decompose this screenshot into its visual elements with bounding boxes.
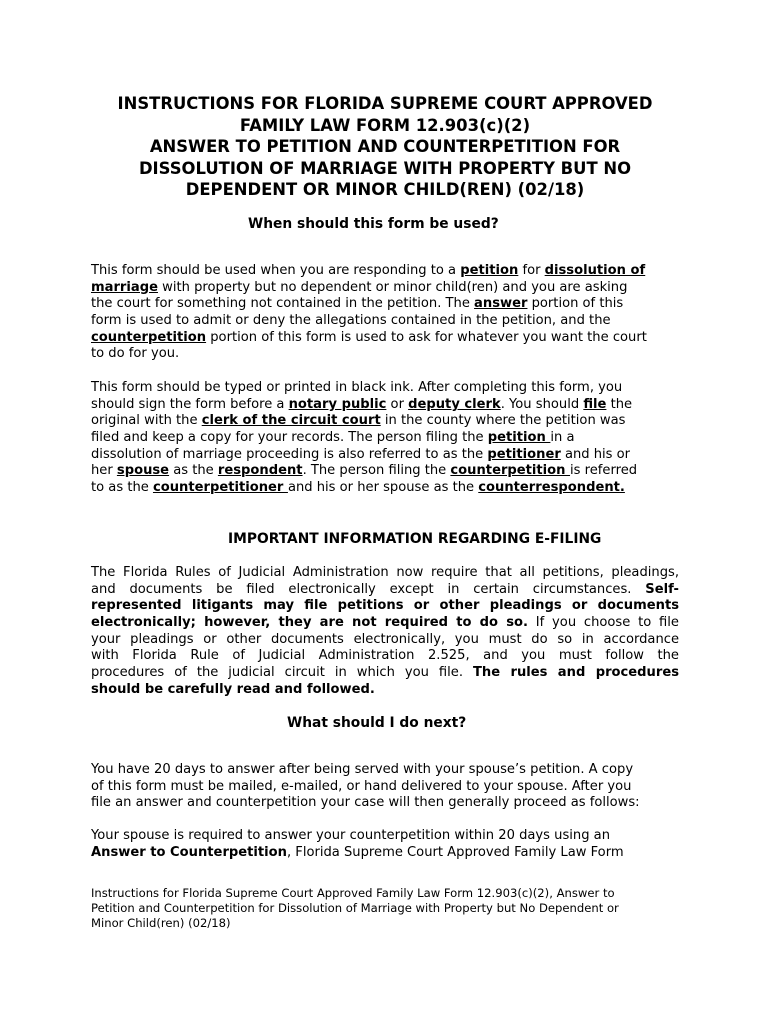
term-petition: petition bbox=[487, 430, 551, 446]
text: filed and keep a copy for your records. The person filing the bbox=[91, 430, 488, 446]
term-counterpetition: counterpetition bbox=[91, 329, 207, 345]
bold-text: Self- bbox=[645, 581, 679, 597]
paragraph-efiling bbox=[91, 565, 679, 699]
text: portion of this form is used to ask for whatever you want the court bbox=[206, 329, 647, 345]
title-line: DISSOLUTION OF MARRIAGE WITH PROPERTY BUT NO bbox=[138, 158, 632, 178]
text: The Florida Rules of Judicial Administration now require that all petitions, pleadings, bbox=[91, 565, 679, 580]
text: with property but no dependent or minor child(ren) and you are asking bbox=[157, 279, 628, 295]
text: is referred bbox=[570, 463, 638, 479]
form-name-answer-to-counterpetition: Answer to Counterpetition bbox=[91, 844, 287, 860]
text: , Florida Supreme Court Approved Family Law Form bbox=[286, 844, 624, 860]
text: in the county where the petition was bbox=[380, 413, 626, 429]
section-heading-when: When should this form be used? bbox=[248, 216, 499, 232]
term-marriage: marriage bbox=[91, 279, 158, 295]
title-line: ANSWER TO PETITION AND COUNTERPETITION FOR bbox=[149, 137, 621, 156]
term-file: file bbox=[583, 396, 607, 412]
title-line: DEPENDENT OR MINOR CHILD(REN) (02/18) bbox=[185, 180, 585, 199]
term-notary-public: notary public bbox=[288, 396, 387, 412]
text: and his or bbox=[560, 446, 631, 462]
text: her bbox=[91, 463, 117, 479]
term-deputy-clerk: deputy clerk bbox=[408, 396, 501, 412]
footer-line: Minor Child(ren) (02/18) bbox=[91, 916, 231, 931]
text: the court for something not contained in the petition. The bbox=[91, 296, 475, 312]
text: Your spouse is required to answer your counterpetition within 20 days using an bbox=[91, 828, 610, 843]
bold-text: The rules and procedures bbox=[472, 665, 680, 681]
text: original with the bbox=[91, 413, 202, 429]
text: as the bbox=[169, 463, 218, 479]
text: . The person filing the bbox=[302, 463, 451, 479]
term-respondent: respondent bbox=[217, 463, 303, 479]
text: procedures of the judicial circuit in which you file. bbox=[91, 665, 473, 681]
text: file an answer and counterpetition your case will then generally proceed as follows: bbox=[91, 795, 640, 811]
term-petition: petition bbox=[460, 263, 519, 278]
footer-line: Instructions for Florida Supreme Court Approved Family Law Form 12.903(c)(2), Answer to bbox=[91, 886, 615, 900]
text: form is used to admit or deny the allegations contained in the petition, and the bbox=[91, 313, 611, 329]
document-title bbox=[60, 93, 710, 201]
title-line: FAMILY LAW FORM 12.903(c)(2) bbox=[239, 115, 531, 135]
text: of this form must be mailed, e-mailed, or hand delivered to your spouse. After you bbox=[91, 778, 632, 794]
bold-text: electronically; however, they are not required to do so. bbox=[91, 615, 528, 631]
text: and his or her spouse as the bbox=[287, 480, 479, 496]
bold-text: should be carefully read and followed. bbox=[91, 681, 375, 697]
text: This form should be used when you are responding to a bbox=[91, 263, 461, 278]
term-petitioner: petitioner bbox=[487, 446, 561, 462]
text: with Florida Rule of Judicial Administration 2.525, and you must follow the bbox=[91, 648, 679, 664]
text: You have 20 days to answer after being served with your spouse’s petition. A copy bbox=[91, 762, 634, 777]
text: This form should be typed or printed in black ink. After completing this form, you bbox=[91, 380, 623, 395]
text: in a bbox=[550, 430, 575, 446]
text: portion of this bbox=[527, 296, 624, 312]
paragraph-counterpetition-answer bbox=[91, 828, 679, 861]
term-counterrespondent: counterrespondent. bbox=[478, 480, 625, 496]
paragraph-when-used bbox=[91, 263, 679, 363]
text: or bbox=[386, 396, 409, 412]
paragraph-answer-deadline bbox=[91, 762, 679, 812]
text: to do for you. bbox=[91, 346, 180, 362]
footer-line: Petition and Counterpetition for Dissolution of Marriage with Property but No Dependent or bbox=[91, 901, 619, 916]
term-counterpetition: counterpetition bbox=[450, 463, 571, 479]
term-dissolution-of-marriage: dissolution of bbox=[544, 263, 646, 278]
bold-text: represented litigants may file petitions or other pleadings or documents bbox=[91, 598, 679, 614]
text: should sign the form before a bbox=[91, 396, 289, 412]
text: for bbox=[518, 263, 545, 278]
paragraph-typed-printed bbox=[91, 380, 679, 497]
text: and documents be filed electronically except in certain circumstances. bbox=[91, 581, 646, 597]
term-clerk-of-circuit-court: clerk of the circuit court bbox=[201, 413, 381, 429]
page-footer bbox=[91, 886, 691, 932]
title-line: INSTRUCTIONS FOR FLORIDA SUPREME COURT APPROVED bbox=[117, 94, 653, 113]
text: your pleadings or other documents electronically, you must do so in accordance bbox=[91, 631, 679, 647]
text: If you choose to file bbox=[528, 615, 679, 631]
text: to as the bbox=[91, 480, 153, 496]
section-heading-next: What should I do next? bbox=[287, 715, 467, 731]
text: . You should bbox=[500, 396, 584, 412]
text: the bbox=[606, 396, 633, 412]
term-answer: answer bbox=[474, 296, 528, 312]
section-heading-efiling: IMPORTANT INFORMATION REGARDING E-FILING bbox=[228, 531, 602, 547]
term-counterpetitioner: counterpetitioner bbox=[152, 480, 288, 496]
text: dissolution of marriage proceeding is also referred to as the bbox=[91, 446, 488, 462]
term-spouse: spouse bbox=[116, 463, 170, 479]
